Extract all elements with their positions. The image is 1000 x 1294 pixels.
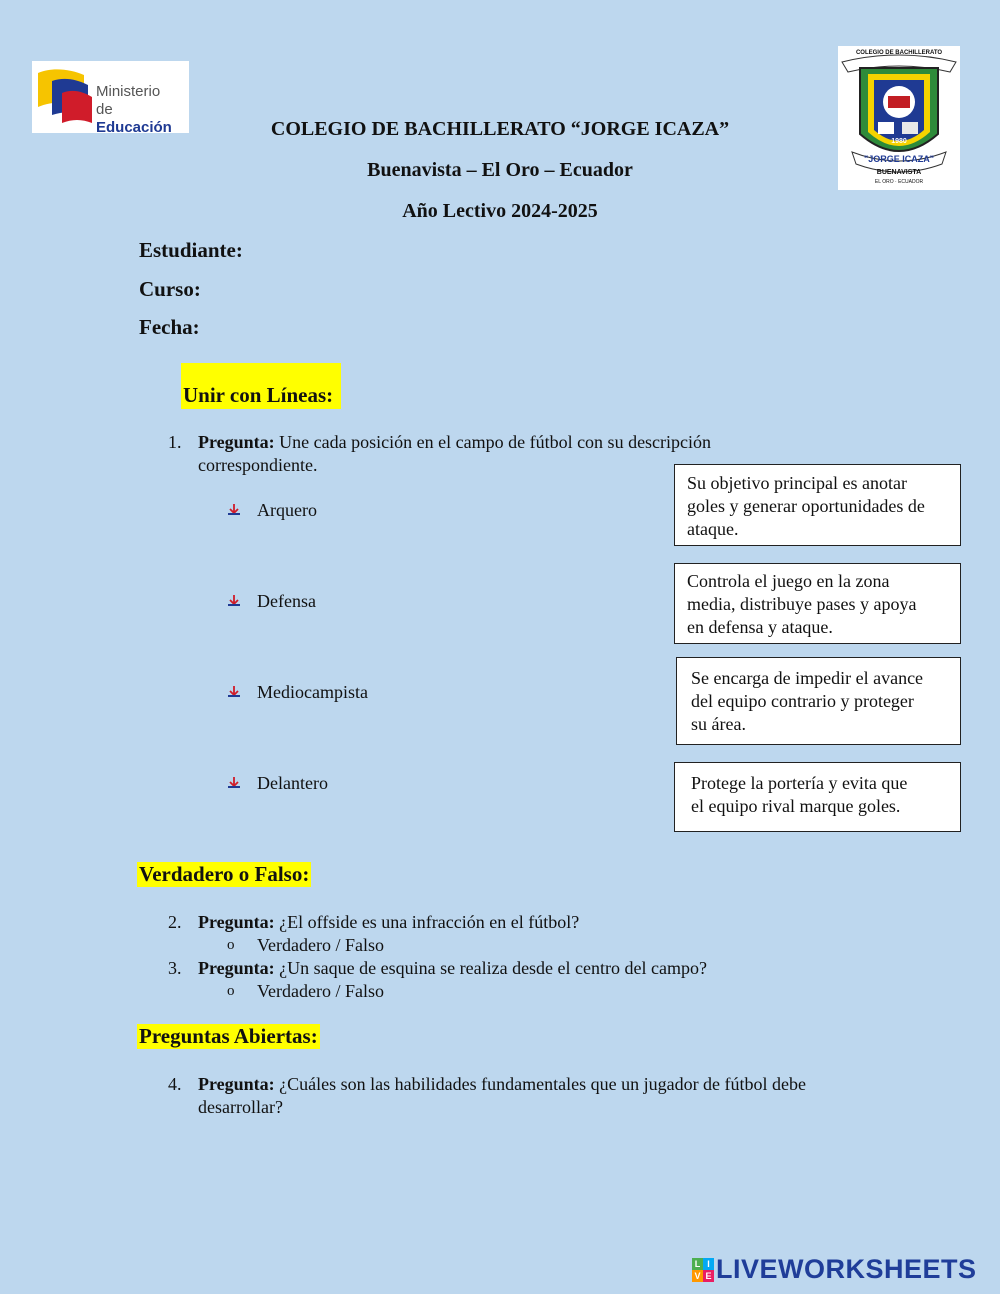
question-2-label: Pregunta: xyxy=(198,912,275,932)
question-1-text-line1: Une cada posición en el campo de fútbol con su descripción xyxy=(274,432,712,452)
description-2-line1: Controla el juego en la zona xyxy=(687,571,890,591)
description-3-line2: del equipo contrario y proteger xyxy=(691,691,914,711)
description-2-line2: media, distribuye pases y apoya xyxy=(687,594,917,614)
seal-top-text: COLEGIO DE BACHILLERATO xyxy=(855,50,943,56)
description-4-line1: Protege la portería y evita que xyxy=(691,773,908,793)
seal-town: BUENAVISTA xyxy=(876,169,922,176)
match-item-mediocampista[interactable]: Mediocampista xyxy=(257,682,368,702)
description-4-line2: el equipo rival marque goles. xyxy=(691,796,901,816)
question-4-text-line2: desarrollar? xyxy=(198,1097,283,1117)
question-1-label: Pregunta: xyxy=(198,432,275,452)
description-2-line3: en defensa y ataque. xyxy=(687,617,833,637)
question-1-text-line2: correspondiente. xyxy=(198,455,318,475)
icon-letter-i: I xyxy=(703,1258,714,1270)
arrow-bullet-icon xyxy=(228,504,240,516)
school-name: COLEGIO DE BACHILLERATO “JORGE ICAZA” xyxy=(270,118,730,140)
question-2 xyxy=(198,911,579,934)
match-item-delantero[interactable]: Delantero xyxy=(257,773,328,793)
ministry-logo-line2-bold: Educación xyxy=(96,119,172,136)
course-label: Curso: xyxy=(139,277,201,301)
liveworksheets-brand: LIVEWORKSHEETS xyxy=(716,1254,977,1284)
match-description-box[interactable] xyxy=(674,464,961,546)
question-1-number: 1. xyxy=(168,432,182,452)
school-year: Año Lectivo 2024-2025 xyxy=(402,200,598,222)
match-description-box[interactable] xyxy=(674,762,961,832)
match-item-arquero[interactable]: Arquero xyxy=(257,500,317,520)
question-2-option[interactable]: Verdadero / Falso xyxy=(257,935,384,955)
match-description-box[interactable] xyxy=(676,657,961,745)
option-marker: o xyxy=(227,983,235,999)
question-3-option[interactable]: Verdadero / Falso xyxy=(257,981,384,1001)
description-1-line2: goles y generar oportunidades de xyxy=(687,496,925,516)
school-location: Buenavista – El Oro – Ecuador xyxy=(367,159,633,181)
question-4-label: Pregunta: xyxy=(198,1074,275,1094)
question-3-label: Pregunta: xyxy=(198,958,275,978)
description-1-line1: Su objetivo principal es anotar xyxy=(687,473,907,493)
option-marker: o xyxy=(227,937,235,953)
question-4-number: 4. xyxy=(168,1074,182,1094)
icon-letter-l: L xyxy=(692,1258,703,1270)
question-2-text: ¿El offside es una infracción en el fútbol? xyxy=(274,912,580,932)
seal-year: 1980 xyxy=(891,138,907,145)
liveworksheets-icon xyxy=(692,1258,714,1282)
true-false-section-title: Verdadero o Falso: xyxy=(139,862,310,886)
question-4 xyxy=(198,1073,918,1119)
date-label: Fecha: xyxy=(139,315,200,339)
question-3-number: 3. xyxy=(168,958,182,978)
ministry-logo-line1: Ministerio xyxy=(96,83,161,100)
open-questions-section-title: Preguntas Abiertas: xyxy=(139,1024,318,1048)
arrow-bullet-icon xyxy=(228,686,240,698)
seal-name: "JORGE ICAZA" xyxy=(863,154,935,164)
description-3-line3: su área. xyxy=(691,714,746,734)
ministry-logo-line2-prefix: de xyxy=(96,101,113,118)
question-2-number: 2. xyxy=(168,912,182,932)
icon-letter-v: V xyxy=(692,1270,703,1282)
question-3 xyxy=(198,957,707,980)
liveworksheets-logo xyxy=(692,1256,992,1286)
arrow-bullet-icon xyxy=(228,595,240,607)
match-section-title: Unir con Líneas: xyxy=(183,383,334,407)
match-description-box[interactable] xyxy=(674,563,961,644)
question-4-text-line1: ¿Cuáles son las habilidades fundamentales que un jugador de fútbol debe xyxy=(274,1074,807,1094)
seal-region: EL ORO · ECUADOR xyxy=(874,179,924,185)
description-3-line1: Se encarga de impedir el avance xyxy=(691,668,924,688)
arrow-bullet-icon xyxy=(228,777,240,789)
match-item-defensa[interactable]: Defensa xyxy=(257,591,316,611)
question-3-text: ¿Un saque de esquina se realiza desde el centro del campo? xyxy=(274,958,707,978)
student-label: Estudiante: xyxy=(139,238,243,262)
description-1-line3: ataque. xyxy=(687,519,739,539)
icon-letter-e: E xyxy=(703,1270,714,1282)
